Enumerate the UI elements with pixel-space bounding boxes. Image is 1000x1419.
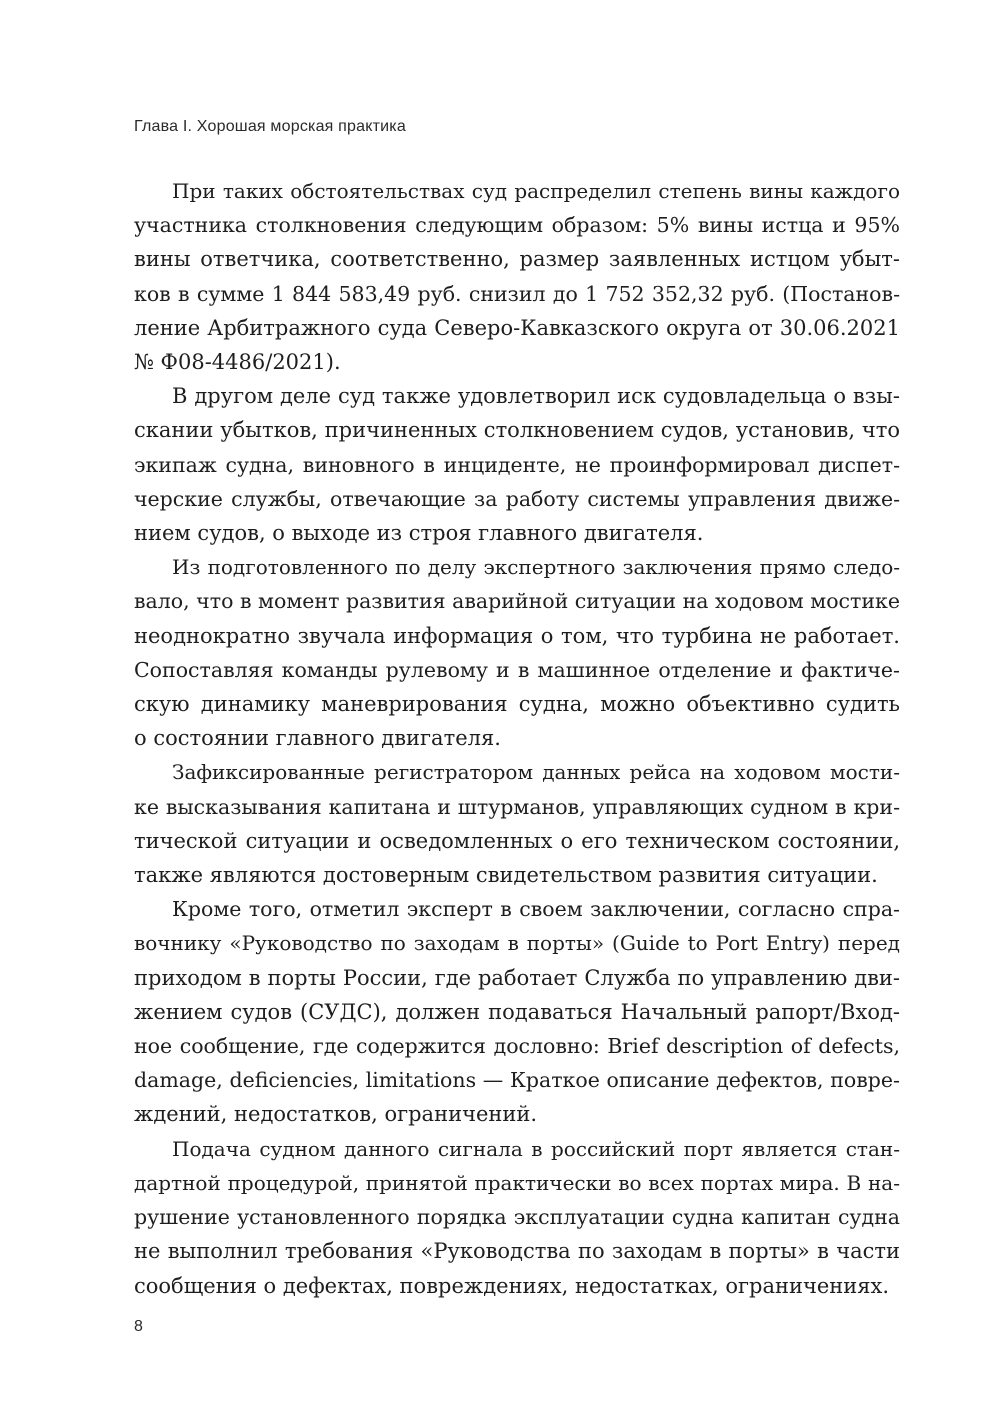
text-line: ждений, недостатков, ограничений.: [134, 1102, 538, 1127]
text-line: № Ф08-4486/2021).: [134, 350, 341, 375]
text-line: вало, что в момент развития аварийной ситуации на ходовом мостике: [134, 589, 900, 614]
text-line: Кроме того, отметил эксперт в своем заключении, согласно спра-: [172, 897, 900, 922]
text-line: В другом деле суд также удовлетворил иск судовладельца о взы-: [172, 384, 900, 409]
text-line: неоднократно звучала информация о том, что турбина не работает.: [134, 623, 900, 648]
text-line: приходом в порты России, где работает Служба по управлению дви-: [134, 965, 900, 990]
paragraph: [134, 1132, 900, 1303]
paragraph: [134, 755, 900, 892]
running-header: Глава I. Хорошая морская практика: [134, 118, 406, 135]
text-line: дартной процедурой, принятой практически во всех портах мира. В на-: [134, 1170, 900, 1195]
text-line: вины ответчика, соответственно, размер заявленных истцом убыт-: [134, 247, 900, 272]
text-line: экипаж судна, виновного в инциденте, не проинформировал диспет-: [134, 452, 900, 477]
text-line: ке высказывания капитана и штурманов, управляющих судном в кри-: [134, 794, 900, 819]
text-line: также являются достоверным свидетельством развития ситуации.: [134, 863, 878, 888]
text-line: ное сообщение, где содержится дословно: Brief description of defects,: [134, 1034, 900, 1059]
text-line: damage, deficiencies, limitations — Краткое описание дефектов, повре-: [134, 1068, 900, 1093]
paragraph: [134, 379, 900, 550]
text-line: рушение установленного порядка эксплуатации судна капитан судна: [134, 1205, 900, 1230]
text-line: о состоянии главного двигателя.: [134, 726, 501, 751]
text-line: жением судов (СУДС), должен подаваться Начальный рапорт/Вход-: [134, 999, 900, 1024]
text-line: скую динамику маневрирования судна, можно объективно судить: [134, 692, 900, 717]
text-line: Подача судном данного сигнала в российский порт является стан-: [172, 1136, 900, 1161]
paragraph: [134, 174, 900, 379]
text-line: вочнику «Руководство по заходам в порты» (Guide to Port Entry) перед: [134, 931, 900, 956]
text-line: Зафиксированные регистратором данных рейса на ходовом мости-: [172, 760, 900, 785]
page-number: 8: [134, 1318, 143, 1335]
text-line: не выполнил требования «Руководства по заходам в порты» в части: [134, 1239, 900, 1264]
text-line: ление Арбитражного суда Северо-Кавказского округа от 30.06.2021: [134, 315, 900, 340]
text-line: сообщения о дефектах, повреждениях, недостатках, ограничениях.: [134, 1273, 890, 1298]
text-line: тической ситуации и осведомленных о его техническом состоянии,: [134, 828, 900, 853]
paragraph: [134, 892, 900, 1131]
text-line: Из подготовленного по делу экспертного заключения прямо следо-: [172, 555, 900, 580]
text-line: черские службы, отвечающие за работу системы управления движе-: [134, 486, 900, 511]
text-line: нием судов, о выходе из строя главного двигателя.: [134, 521, 704, 546]
text-line: При таких обстоятельствах суд распределил степень вины каждого: [172, 179, 900, 203]
body-text: [134, 174, 900, 1303]
paragraph: [134, 550, 900, 755]
text-line: ков в сумме 1 844 583,49 руб. снизил до 1 752 352,32 руб. (Постанов-: [134, 281, 900, 306]
text-line: участника столкновения следующим образом: 5% вины истца и 95%: [134, 213, 900, 238]
text-line: скании убытков, причиненных столкновением судов, установив, что: [134, 418, 900, 443]
text-line: Сопоставляя команды рулевому и в машинное отделение и фактиче-: [134, 657, 900, 682]
